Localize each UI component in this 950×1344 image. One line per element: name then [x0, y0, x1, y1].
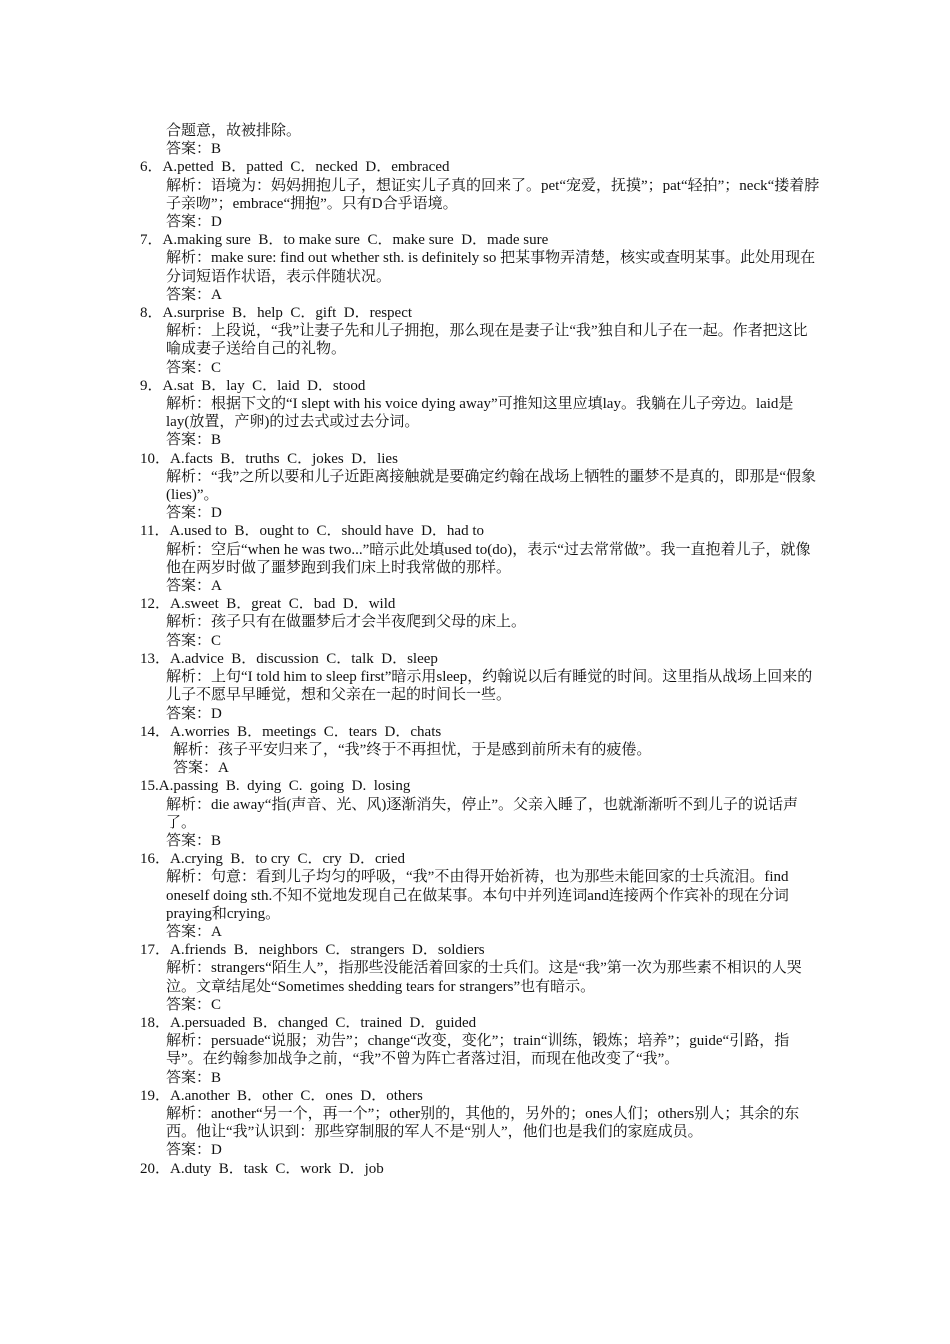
question-options: 15.A.passing B. dying C. going D. losing — [140, 778, 411, 795]
question-analysis: 解析：die away“指(声音、光、风)逐渐消失，停止”。父亲入睡了，也就渐渐听不到儿子的说话声了。 — [166, 796, 799, 831]
question-analysis: 解析：根据下文的“I slept with his voice dying away”可推知这里应填lay。我躺在儿子旁边。laid是lay(放置，产卵)的过去式或过去分词。 — [166, 396, 794, 431]
question-answer: 答案：D — [166, 505, 222, 522]
question-item — [140, 1160, 820, 1178]
question-item — [140, 941, 820, 1014]
question-options: 14．A.worries B．meetings C．tears D．chats — [140, 723, 442, 740]
question-analysis: 解析：strangers“陌生人”，指那些没能活着回家的士兵们。这是“我”第一次为那些素不相识的人哭泣。文章结尾处“Sometimes shedding tears for strangers”也有暗示。 — [166, 960, 802, 995]
question-answer: 答案：D — [166, 1142, 222, 1159]
question-analysis: 解析：make sure: find out whether sth. is definitely so 把某事物弄清楚，核实或查明某事。此处用现在分词短语作状语，表示伴随状况。 — [166, 250, 816, 285]
question-analysis: 解析：persuade“说服；劝告”；change“改变，变化”；train“训练，锻炼；培养”；guide“引路，指导”。在约翰参加战争之前，“我”不曾为阵亡者落过泪，而现在他改变了“我”。 — [166, 1033, 790, 1068]
document-page — [140, 122, 820, 1178]
question-answer: 答案：A — [166, 286, 222, 303]
question-item — [140, 723, 820, 778]
intro-text: 合题意，故被排除。 — [166, 123, 302, 139]
question-item — [140, 1087, 820, 1160]
question-analysis: 解析：上句“I told him to sleep first”暗示用sleep，约翰说以后有睡觉的时间。这里指从战场上回来的儿子不愿早早睡觉，想和父亲在一起的时间长一些。 — [166, 669, 813, 704]
question-analysis: 解析：孩子只有在做噩梦后才会半夜爬到父母的床上。 — [166, 614, 527, 631]
question-analysis: 解析：孩子平安归来了，“我”终于不再担忧，于是感到前所未有的疲倦。 — [173, 741, 652, 758]
question-analysis: 解析：语境为：妈妈拥抱儿子，想证实儿子真的回来了。pet“宠爱，抚摸”；pat“轻拍”；neck“搂着脖子亲吻”；embrace“拥抱”。只有D合乎语境。 — [166, 177, 820, 212]
question-analysis: 解析：“我”之所以要和儿子近距离接触就是要确定约翰在战场上牺牲的噩梦不是真的，即那是“假象(lies)”。 — [166, 468, 816, 504]
question-analysis: 解析：句意：看到儿子均匀的呼吸，“我”不由得开始祈祷，也为那些未能回家的士兵流泪。find oneself doing sth.不知不觉地发现自己在做某事。本句中并列连词and连接两个作宾补的现在分词praying和crying。 — [166, 869, 789, 922]
question-answer: 答案：C — [166, 359, 222, 376]
question-analysis: 解析：another“另一个，再一个”；other别的，其他的，另外的；ones人们；others别人；其余的东西。他让“我”认识到：那些穿制服的军人不是“别人”，他们也是我们的家庭成员。 — [166, 1105, 800, 1141]
question-item — [140, 377, 820, 450]
question-item — [140, 158, 820, 231]
question-options: 19．A.another B．other C．ones D．others — [140, 1087, 423, 1104]
question-item — [140, 595, 820, 650]
question-options: 12．A.sweet B．great C．bad D．wild — [140, 596, 396, 613]
question-answer: 答案：C — [166, 632, 222, 649]
question-answer: 答案：D — [166, 705, 222, 722]
question-options: 17．A.friends B．neighbors C．strangers D．soldiers — [140, 942, 485, 959]
question-answer: 答案：B — [166, 1069, 222, 1086]
question-item — [140, 522, 820, 595]
question-item — [140, 777, 820, 850]
question-answer: 答案：A — [166, 923, 222, 940]
question-answer: 答案：B — [166, 432, 222, 449]
question-options: 16．A.crying B．to cry C．cry D．cried — [140, 851, 405, 868]
question-options: 6．A.petted B．patted C．necked D．embraced — [140, 159, 450, 176]
question-item — [140, 450, 820, 523]
question-answer: 答案：B — [166, 832, 222, 849]
question-options: 20．A.duty B．task C．work D．job — [140, 1160, 384, 1177]
question-item — [140, 850, 820, 941]
question-answer: 答案：D — [166, 214, 222, 231]
question-options: 9．A.sat B．lay C．laid D．stood — [140, 377, 366, 394]
question-list — [140, 158, 820, 1177]
question-options: 11．A.used to B．ought to C．should have D．had to — [140, 523, 485, 540]
question-options: 8．A.surprise B．help C．gift D．respect — [140, 305, 413, 322]
question-options: 10．A.facts B．truths C．jokes D．lies — [140, 450, 398, 467]
question-item — [140, 1014, 820, 1087]
question-analysis: 解析：上段说，“我”让妻子先和儿子拥抱，那么现在是妻子让“我”独自和儿子在一起。作者把这比喻成妻子送给自己的礼物。 — [166, 323, 808, 358]
question-options: 13．A.advice B．discussion C．talk D．sleep — [140, 650, 438, 667]
question-options: 18．A.persuaded B．changed C．trained D．guided — [140, 1014, 477, 1031]
question-item — [140, 650, 820, 723]
question-answer: 答案：A — [173, 760, 229, 777]
question-item — [140, 231, 820, 304]
question-item — [140, 304, 820, 377]
question-answer: 答案：A — [166, 578, 222, 595]
intro-answer: 答案：B — [166, 141, 222, 158]
question-answer: 答案：C — [166, 996, 222, 1013]
question-options: 7．A.making sure B．to make sure C．make sure D．made sure — [140, 232, 549, 249]
question-analysis: 解析：空后“when he was two...”暗示此处填used to(do)，表示“过去常常做”。我一直抱着儿子，就像他在两岁时做了噩梦跑到我们床上时我常做的那样。 — [166, 541, 811, 576]
